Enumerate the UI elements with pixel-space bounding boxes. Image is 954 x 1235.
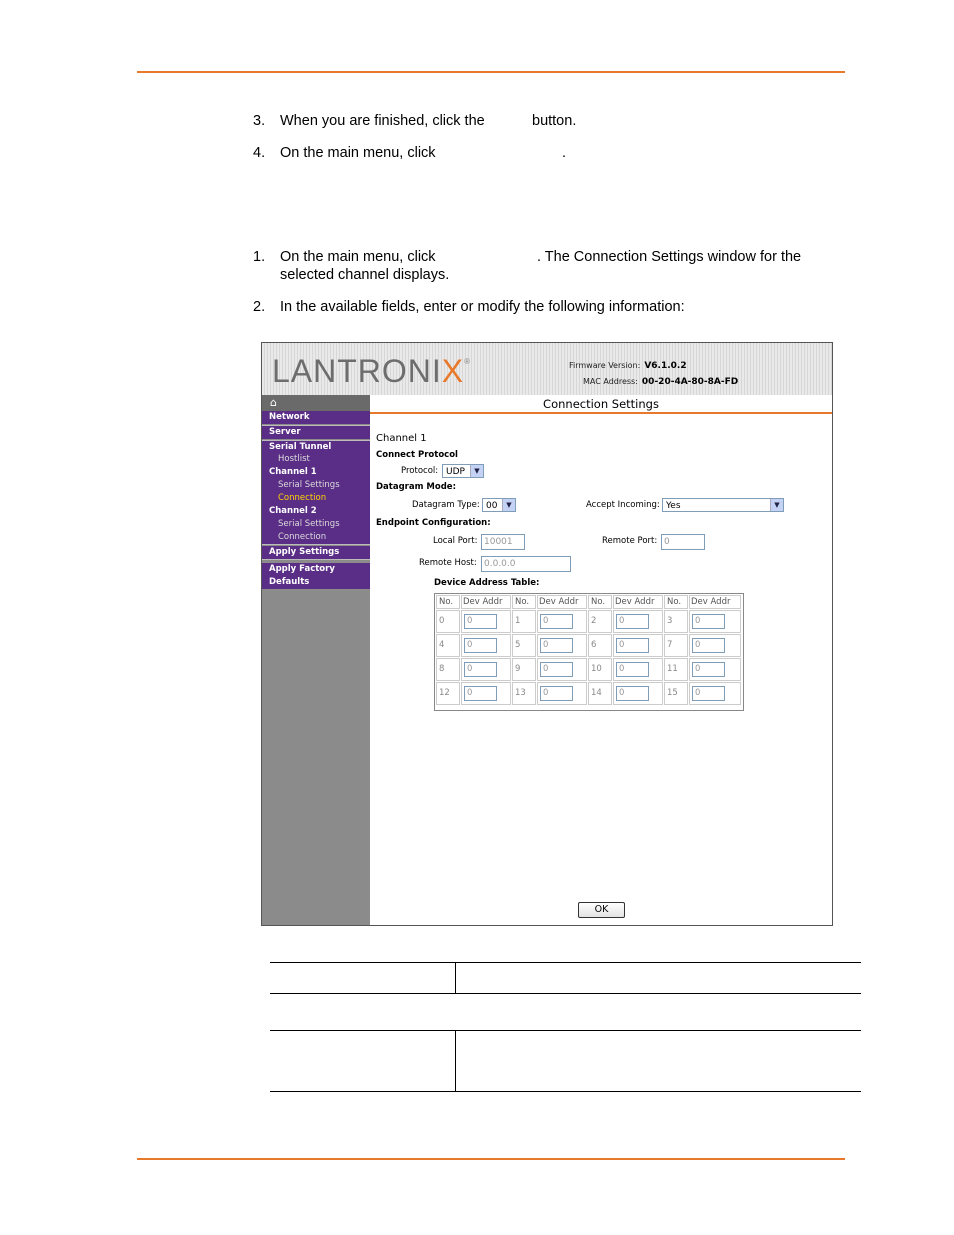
connection-settings-screenshot (261, 342, 833, 926)
device-number: 12 (439, 688, 450, 698)
device-number: 2 (591, 616, 597, 626)
datagram-type-label: Datagram Type: (412, 500, 480, 510)
protocol-label: Protocol: (401, 466, 439, 476)
ok-button[interactable]: OK (578, 902, 625, 918)
device-number: 5 (515, 640, 521, 650)
device-number: 9 (515, 664, 521, 674)
table-rule (270, 962, 861, 963)
device-address-table (434, 593, 744, 711)
nav-server[interactable]: Server (262, 426, 370, 439)
col-header-no: No. (667, 597, 682, 607)
table-column-divider (455, 962, 456, 993)
firmware-version: Firmware Version: V6.1.0.2 (569, 361, 687, 371)
step-text: When you are finished, click the (280, 113, 485, 129)
accept-incoming-label: Accept Incoming: (586, 500, 660, 510)
col-header-dev-addr: Dev Addr (691, 597, 731, 607)
device-number: 1 (515, 616, 521, 626)
remote-host-label: Remote Host: (419, 558, 477, 568)
protocol-select[interactable]: UDP ▼ (442, 464, 484, 478)
device-number: 3 (667, 616, 673, 626)
dev-addr-input[interactable]: 0 (616, 686, 649, 701)
device-number: 14 (591, 688, 602, 698)
dev-addr-input[interactable]: 0 (540, 638, 573, 653)
step-text: On the main menu, click (280, 249, 436, 265)
nav-hostlist[interactable]: Hostlist (262, 453, 370, 466)
nav-ch2-connection[interactable]: Connection (262, 531, 370, 544)
dev-addr-input[interactable]: 0 (464, 614, 497, 629)
title-rule (370, 412, 832, 414)
remote-host-input[interactable]: 0.0.0.0 (481, 556, 571, 572)
divider (262, 559, 370, 560)
col-header-dev-addr: Dev Addr (615, 597, 655, 607)
main-panel (370, 395, 832, 925)
device-number: 7 (667, 640, 673, 650)
col-header-no: No. (439, 597, 454, 607)
endpoint-configuration-heading: Endpoint Configuration: (376, 518, 491, 528)
mac-address: MAC Address: 00-20-4A-80-8A-FD (583, 377, 739, 387)
chevron-down-icon: ▼ (502, 499, 515, 511)
footer-rule (137, 1158, 845, 1160)
nav-apply-factory-defaults[interactable]: Apply Factory Defaults (262, 563, 370, 589)
step-text-line2: selected channel displays. (280, 267, 450, 283)
device-number: 11 (667, 664, 678, 674)
lantronix-logo: LANTRONIX® (272, 353, 472, 389)
local-port-input[interactable]: 10001 (481, 534, 525, 550)
device-number: 6 (591, 640, 597, 650)
device-number: 10 (591, 664, 602, 674)
local-port-label: Local Port: (433, 536, 478, 546)
table-rule (270, 1030, 861, 1031)
device-address-table-heading: Device Address Table: (434, 578, 540, 588)
step-text: In the available fields, enter or modify the following information: (280, 299, 685, 315)
nav-channel-2[interactable]: Channel 2 (262, 505, 370, 518)
device-number: 8 (439, 664, 445, 674)
col-header-dev-addr: Dev Addr (463, 597, 503, 607)
table-rule (270, 1091, 861, 1092)
home-icon[interactable]: ⌂ (262, 395, 370, 411)
nav-serial-tunnel[interactable]: Serial Tunnel (262, 441, 370, 454)
dev-addr-input[interactable]: 0 (540, 662, 573, 677)
device-number: 15 (667, 688, 678, 698)
step-number: 3. (253, 113, 266, 129)
sidebar (262, 395, 370, 925)
chevron-down-icon: ▼ (470, 465, 483, 477)
step-number: 2. (253, 299, 266, 315)
col-header-no: No. (591, 597, 606, 607)
banner (262, 343, 832, 395)
datagram-mode-heading: Datagram Mode: (376, 482, 456, 492)
dev-addr-input[interactable]: 0 (540, 614, 573, 629)
step-text-end: . (562, 145, 567, 161)
nav-network[interactable]: Network (262, 411, 370, 424)
device-number: 13 (515, 688, 526, 698)
dev-addr-input[interactable]: 0 (692, 662, 725, 677)
nav-ch2-serial-settings[interactable]: Serial Settings (262, 518, 370, 531)
device-number: 0 (439, 616, 445, 626)
dev-addr-input[interactable]: 0 (464, 662, 497, 677)
col-header-no: No. (515, 597, 530, 607)
device-number: 4 (439, 640, 445, 650)
chevron-down-icon: ▼ (770, 499, 783, 511)
col-header-dev-addr: Dev Addr (539, 597, 579, 607)
remote-port-label: Remote Port: (602, 536, 658, 546)
remote-port-input[interactable]: 0 (661, 534, 705, 550)
step-text-end: button. (532, 113, 577, 129)
table-column-divider (455, 1030, 456, 1092)
step-number: 1. (253, 249, 266, 265)
table-rule (270, 993, 861, 994)
dev-addr-input[interactable]: 0 (540, 686, 573, 701)
page-title: Connection Settings (543, 397, 659, 411)
dev-addr-input[interactable]: 0 (692, 638, 725, 653)
nav-channel-1[interactable]: Channel 1 (262, 466, 370, 479)
accept-incoming-select[interactable]: Yes ▼ (662, 498, 784, 512)
dev-addr-input[interactable]: 0 (692, 614, 725, 629)
channel-heading: Channel 1 (376, 433, 427, 444)
nav-ch1-serial-settings[interactable]: Serial Settings (262, 479, 370, 492)
step-number: 4. (253, 145, 266, 161)
dev-addr-input[interactable]: 0 (616, 614, 649, 629)
dev-addr-input[interactable]: 0 (616, 638, 649, 653)
nav-apply-settings[interactable]: Apply Settings (262, 546, 370, 559)
nav-ch1-connection[interactable]: Connection (262, 492, 370, 505)
dev-addr-input[interactable]: 0 (616, 662, 649, 677)
divider (262, 544, 370, 545)
dev-addr-input[interactable]: 0 (464, 686, 497, 701)
header-rule (137, 71, 845, 73)
datagram-type-select[interactable]: 00 ▼ (482, 498, 516, 512)
dev-addr-input[interactable]: 0 (692, 686, 725, 701)
step-text: On the main menu, click (280, 145, 436, 161)
connect-protocol-heading: Connect Protocol (376, 450, 458, 460)
dev-addr-input[interactable]: 0 (464, 638, 497, 653)
step-text-end: . The Connection Settings window for the (537, 249, 802, 265)
